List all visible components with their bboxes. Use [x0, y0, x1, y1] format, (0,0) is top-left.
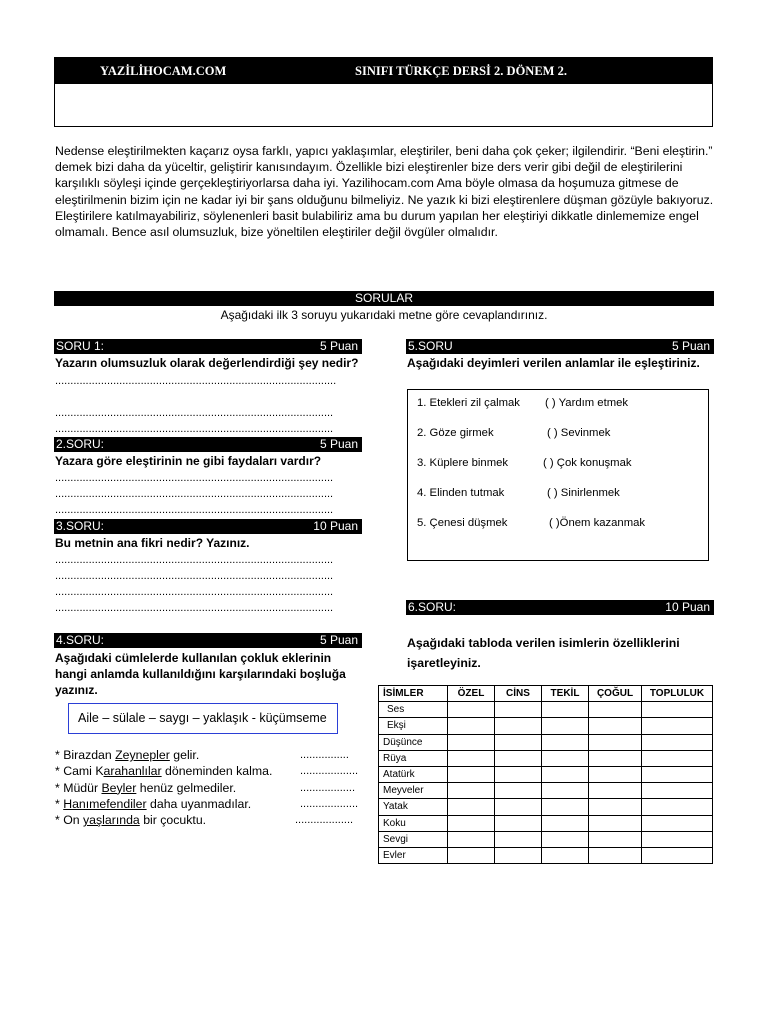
q5-idiom: 3. Küplere binmek — [417, 457, 509, 469]
q5-item — [417, 396, 629, 426]
q1-label: SORU 1: — [56, 339, 105, 353]
table-cell[interactable] — [495, 783, 542, 799]
q4-target-word: arahanlılar — [103, 764, 162, 779]
table-row — [379, 815, 713, 831]
q4-text: Aşağıdaki cümlelerde kullanılan çokluk eklerinin hangi anlamda kullanıldığını karşılarındaki boşluğa yazınız. — [55, 651, 346, 697]
q3-points: 10 Puan — [313, 519, 358, 533]
table-cell[interactable] — [448, 718, 495, 734]
q5-item — [417, 516, 646, 546]
table-cell[interactable] — [589, 718, 642, 734]
table-cell[interactable] — [589, 831, 642, 847]
q1-answer-line[interactable]: ........................................................................................... — [55, 407, 334, 419]
row-noun: Evler — [379, 847, 448, 863]
q1-points: 5 Puan — [319, 339, 358, 353]
col-header: İSİMLER — [379, 686, 448, 702]
q4-sentence: * Müdür Beyler henüz gelmediler. .................. — [55, 780, 356, 795]
table-row — [379, 718, 713, 734]
table-cell[interactable] — [448, 831, 495, 847]
table-cell[interactable] — [448, 766, 495, 782]
table-cell[interactable] — [589, 847, 642, 863]
row-noun: Atatürk — [379, 766, 448, 782]
q5-meaning[interactable]: ( ) Yardım etmek — [545, 397, 629, 409]
table-cell[interactable] — [448, 847, 495, 863]
q4-bar — [54, 633, 362, 648]
q6-points: 10 Puan — [665, 600, 710, 614]
table-cell[interactable] — [448, 750, 495, 766]
table-cell[interactable] — [642, 799, 713, 815]
table-cell[interactable] — [542, 750, 589, 766]
table-cell[interactable] — [448, 702, 495, 718]
table-cell[interactable] — [642, 847, 713, 863]
q5-meaning[interactable]: ( ) Sinirlenmek — [547, 487, 620, 499]
q5-meaning[interactable]: ( ) Çok konuşmak — [543, 457, 632, 469]
q5-bar — [406, 339, 714, 354]
row-noun: Ekşi — [379, 718, 448, 734]
q5-match-box — [407, 389, 709, 561]
table-row — [379, 734, 713, 750]
q3-label: 3.SORU: — [56, 519, 105, 533]
table-cell[interactable] — [542, 847, 589, 863]
q5-points: 5 Puan — [671, 339, 710, 353]
table-cell[interactable] — [495, 766, 542, 782]
q2-points: 5 Puan — [319, 437, 358, 451]
q5-item — [417, 486, 620, 516]
q4-answer-blank[interactable]: ................ — [300, 749, 349, 761]
q5-idiom: 4. Elinden tutmak — [417, 487, 505, 499]
q2-answer-line[interactable]: ........................................................................................... — [55, 472, 334, 484]
table-cell[interactable] — [542, 799, 589, 815]
col-header: TEKİL — [542, 686, 589, 702]
table-cell[interactable] — [589, 799, 642, 815]
q1-text: Yazarın olumsuzluk olarak değerlendirdiği şey nedir? — [55, 356, 359, 370]
q3-answer-line[interactable]: ........................................................................................... — [55, 602, 334, 614]
q6-label: 6.SORU: — [408, 600, 457, 614]
q4-target-word: Zeynepler — [115, 748, 170, 762]
sorular-bar — [54, 291, 714, 306]
q1-answer-line[interactable]: ........................................................................................... — [55, 423, 334, 435]
table-row — [379, 766, 713, 782]
q4-sentence: * Birazdan Zeynepler gelir. ................ — [55, 748, 349, 762]
table-cell[interactable] — [448, 734, 495, 750]
table-row — [379, 799, 713, 815]
q5-idiom: 1. Etekleri zil çalmak — [417, 397, 520, 409]
col-header: ÇOĞUL — [589, 686, 642, 702]
q3-answer-line[interactable]: ........................................................................................... — [55, 570, 334, 582]
q5-meaning[interactable]: ( )Önem kazanmak — [549, 517, 646, 529]
q6-text: Aşağıdaki tabloda verilen isimlerin özelliklerini işaretleyiniz. — [407, 636, 680, 670]
q2-bar — [54, 437, 362, 452]
q3-answer-line[interactable]: ........................................................................................... — [55, 554, 334, 566]
q1-answer-line[interactable]: ............................................................................................ — [55, 375, 337, 387]
table-header-row — [379, 686, 713, 702]
row-noun: Meyveler — [379, 783, 448, 799]
q2-answer-line[interactable]: ........................................................................................... — [55, 488, 334, 500]
table-row — [379, 750, 713, 766]
table-cell[interactable] — [495, 847, 542, 863]
table-cell[interactable] — [642, 718, 713, 734]
table-cell[interactable] — [542, 718, 589, 734]
table-cell[interactable] — [542, 831, 589, 847]
q4-answer-blank[interactable]: ................... — [295, 814, 354, 827]
q4-target-word: yaşlarında — [83, 813, 140, 828]
q3-text: Bu metnin ana fikri nedir? Yazınız. — [55, 536, 250, 550]
table-cell[interactable] — [495, 831, 542, 847]
q5-label: 5.SORU — [408, 339, 453, 353]
header-site: YAZİLİHOCAM.COM — [100, 64, 227, 78]
col-header: CİNS — [495, 686, 542, 702]
q2-answer-line[interactable]: ........................................................................................... — [55, 504, 334, 516]
table-cell[interactable] — [642, 734, 713, 750]
table-cell[interactable] — [542, 702, 589, 718]
q4-sentence: * On yaşlarında bir çocuktu. ................... — [55, 813, 354, 828]
q2-label: 2.SORU: — [56, 437, 105, 451]
q4-answer-blank[interactable]: ................... — [300, 797, 359, 810]
q1-bar — [54, 339, 362, 354]
q2-text: Yazara göre eleştirinin ne gibi faydaları vardır? — [55, 454, 322, 468]
row-noun: Koku — [379, 815, 448, 831]
row-noun: Düşünce — [379, 734, 448, 750]
table-cell[interactable] — [589, 750, 642, 766]
q5-item — [417, 426, 611, 456]
table-cell[interactable] — [642, 783, 713, 799]
table-cell[interactable] — [542, 766, 589, 782]
q5-idiom: 5. Çenesi düşmek — [417, 517, 508, 529]
table-cell[interactable] — [495, 734, 542, 750]
row-noun: Sevgi — [379, 831, 448, 847]
q4-options-box — [68, 703, 338, 734]
table-cell[interactable] — [495, 718, 542, 734]
q3-bar — [54, 519, 362, 534]
header-title: SINIFI TÜRKÇE DERSİ 2. DÖNEM 2. — [355, 64, 567, 78]
passage: Nedense eleştirilmekten kaçarız oysa farklı, yapıcı yaklaşımlar, eleştiriler, beni daha çok çeker; ilgilendirir. “Beni eleştirin.” demek bizi daha da yüceltir, geliştirir kanısındayım. Özellikle bizi eleştirenler bize ders verir gibi değil de eleştirilerini karşılıklı söyleşi içinde gerçekleştiriyorlarsa daha iyi. Yazilihocam.com Ama böyle olmasa da hoşumuza gitmese de eleştirilmenin bizim için ne kadar iyi bir şans olduğunu bilmeliyiz. Ne yazık ki bizi eleştirenlere düşman gözüyle bakıyoruz. Eleştirilere katılmayabiliriz, söylenenleri basit bulabiliriz ama bu durum yapılan her eleştiriyi dikkatle dinlememize engel olmamalı. Bence asıl olumsuzluk, bize yöneltilen eleştiriler değil övgüler olmalıdır. — [55, 144, 714, 240]
row-noun: Yatak — [379, 799, 448, 815]
table-cell[interactable] — [448, 815, 495, 831]
table-cell[interactable] — [589, 702, 642, 718]
table-cell[interactable] — [589, 815, 642, 831]
q4-points: 5 Puan — [319, 633, 358, 647]
col-header: TOPLULUK — [642, 686, 713, 702]
table-cell[interactable] — [448, 783, 495, 799]
q4-sentence: * Hanımefendiler daha uyanmadılar. ................... — [55, 796, 359, 811]
header-box — [54, 57, 713, 127]
table-cell[interactable] — [495, 750, 542, 766]
q6-bar — [406, 600, 714, 615]
q5-idiom: 2. Göze girmek — [417, 427, 494, 439]
table-cell[interactable] — [589, 766, 642, 782]
table-row — [379, 783, 713, 799]
table-cell[interactable] — [642, 831, 713, 847]
q5-item — [417, 456, 632, 486]
q4-options: Aile – sülale – saygı – yaklaşık - küçümseme — [78, 711, 327, 725]
table-cell[interactable] — [448, 799, 495, 815]
table-row — [379, 847, 713, 863]
table-cell[interactable] — [542, 783, 589, 799]
header-bar — [55, 58, 712, 84]
table-cell[interactable] — [589, 734, 642, 750]
table-cell[interactable] — [589, 783, 642, 799]
table-cell[interactable] — [495, 702, 542, 718]
table-cell[interactable] — [542, 734, 589, 750]
sorular-title: SORULAR — [354, 291, 413, 305]
col-header: ÖZEL — [448, 686, 495, 702]
q4-sentence: * Cami Karahanlılar döneminden kalma. ................... — [55, 764, 359, 779]
q5-meaning[interactable]: ( ) Sevinmek — [547, 427, 611, 439]
table-row — [379, 702, 713, 718]
q4-answer-blank[interactable]: ................... — [300, 765, 359, 778]
table-cell[interactable] — [642, 766, 713, 782]
q4-label: 4.SORU: — [56, 633, 105, 647]
table-cell[interactable] — [542, 815, 589, 831]
q4-target-word: Beyler — [101, 780, 137, 795]
row-noun: Rüya — [379, 750, 448, 766]
q4-target-word: Hanımefendiler — [63, 796, 147, 811]
row-noun: Ses — [379, 702, 448, 718]
q4-answer-blank[interactable]: .................. — [300, 781, 356, 794]
table-cell[interactable] — [495, 799, 542, 815]
sorular-instruction: Aşağıdaki ilk 3 soruyu yukarıdaki metne göre cevaplandırınız. — [220, 308, 548, 322]
q3-answer-line[interactable]: ........................................................................................... — [55, 586, 334, 598]
table-cell[interactable] — [642, 815, 713, 831]
q6-table — [378, 685, 713, 864]
table-cell[interactable] — [495, 815, 542, 831]
q4-sentences — [55, 747, 365, 828]
table-cell[interactable] — [642, 702, 713, 718]
table-row — [379, 831, 713, 847]
q5-text: Aşağıdaki deyimleri verilen anlamlar ile eşleştiriniz. — [407, 356, 700, 370]
table-cell[interactable] — [642, 750, 713, 766]
